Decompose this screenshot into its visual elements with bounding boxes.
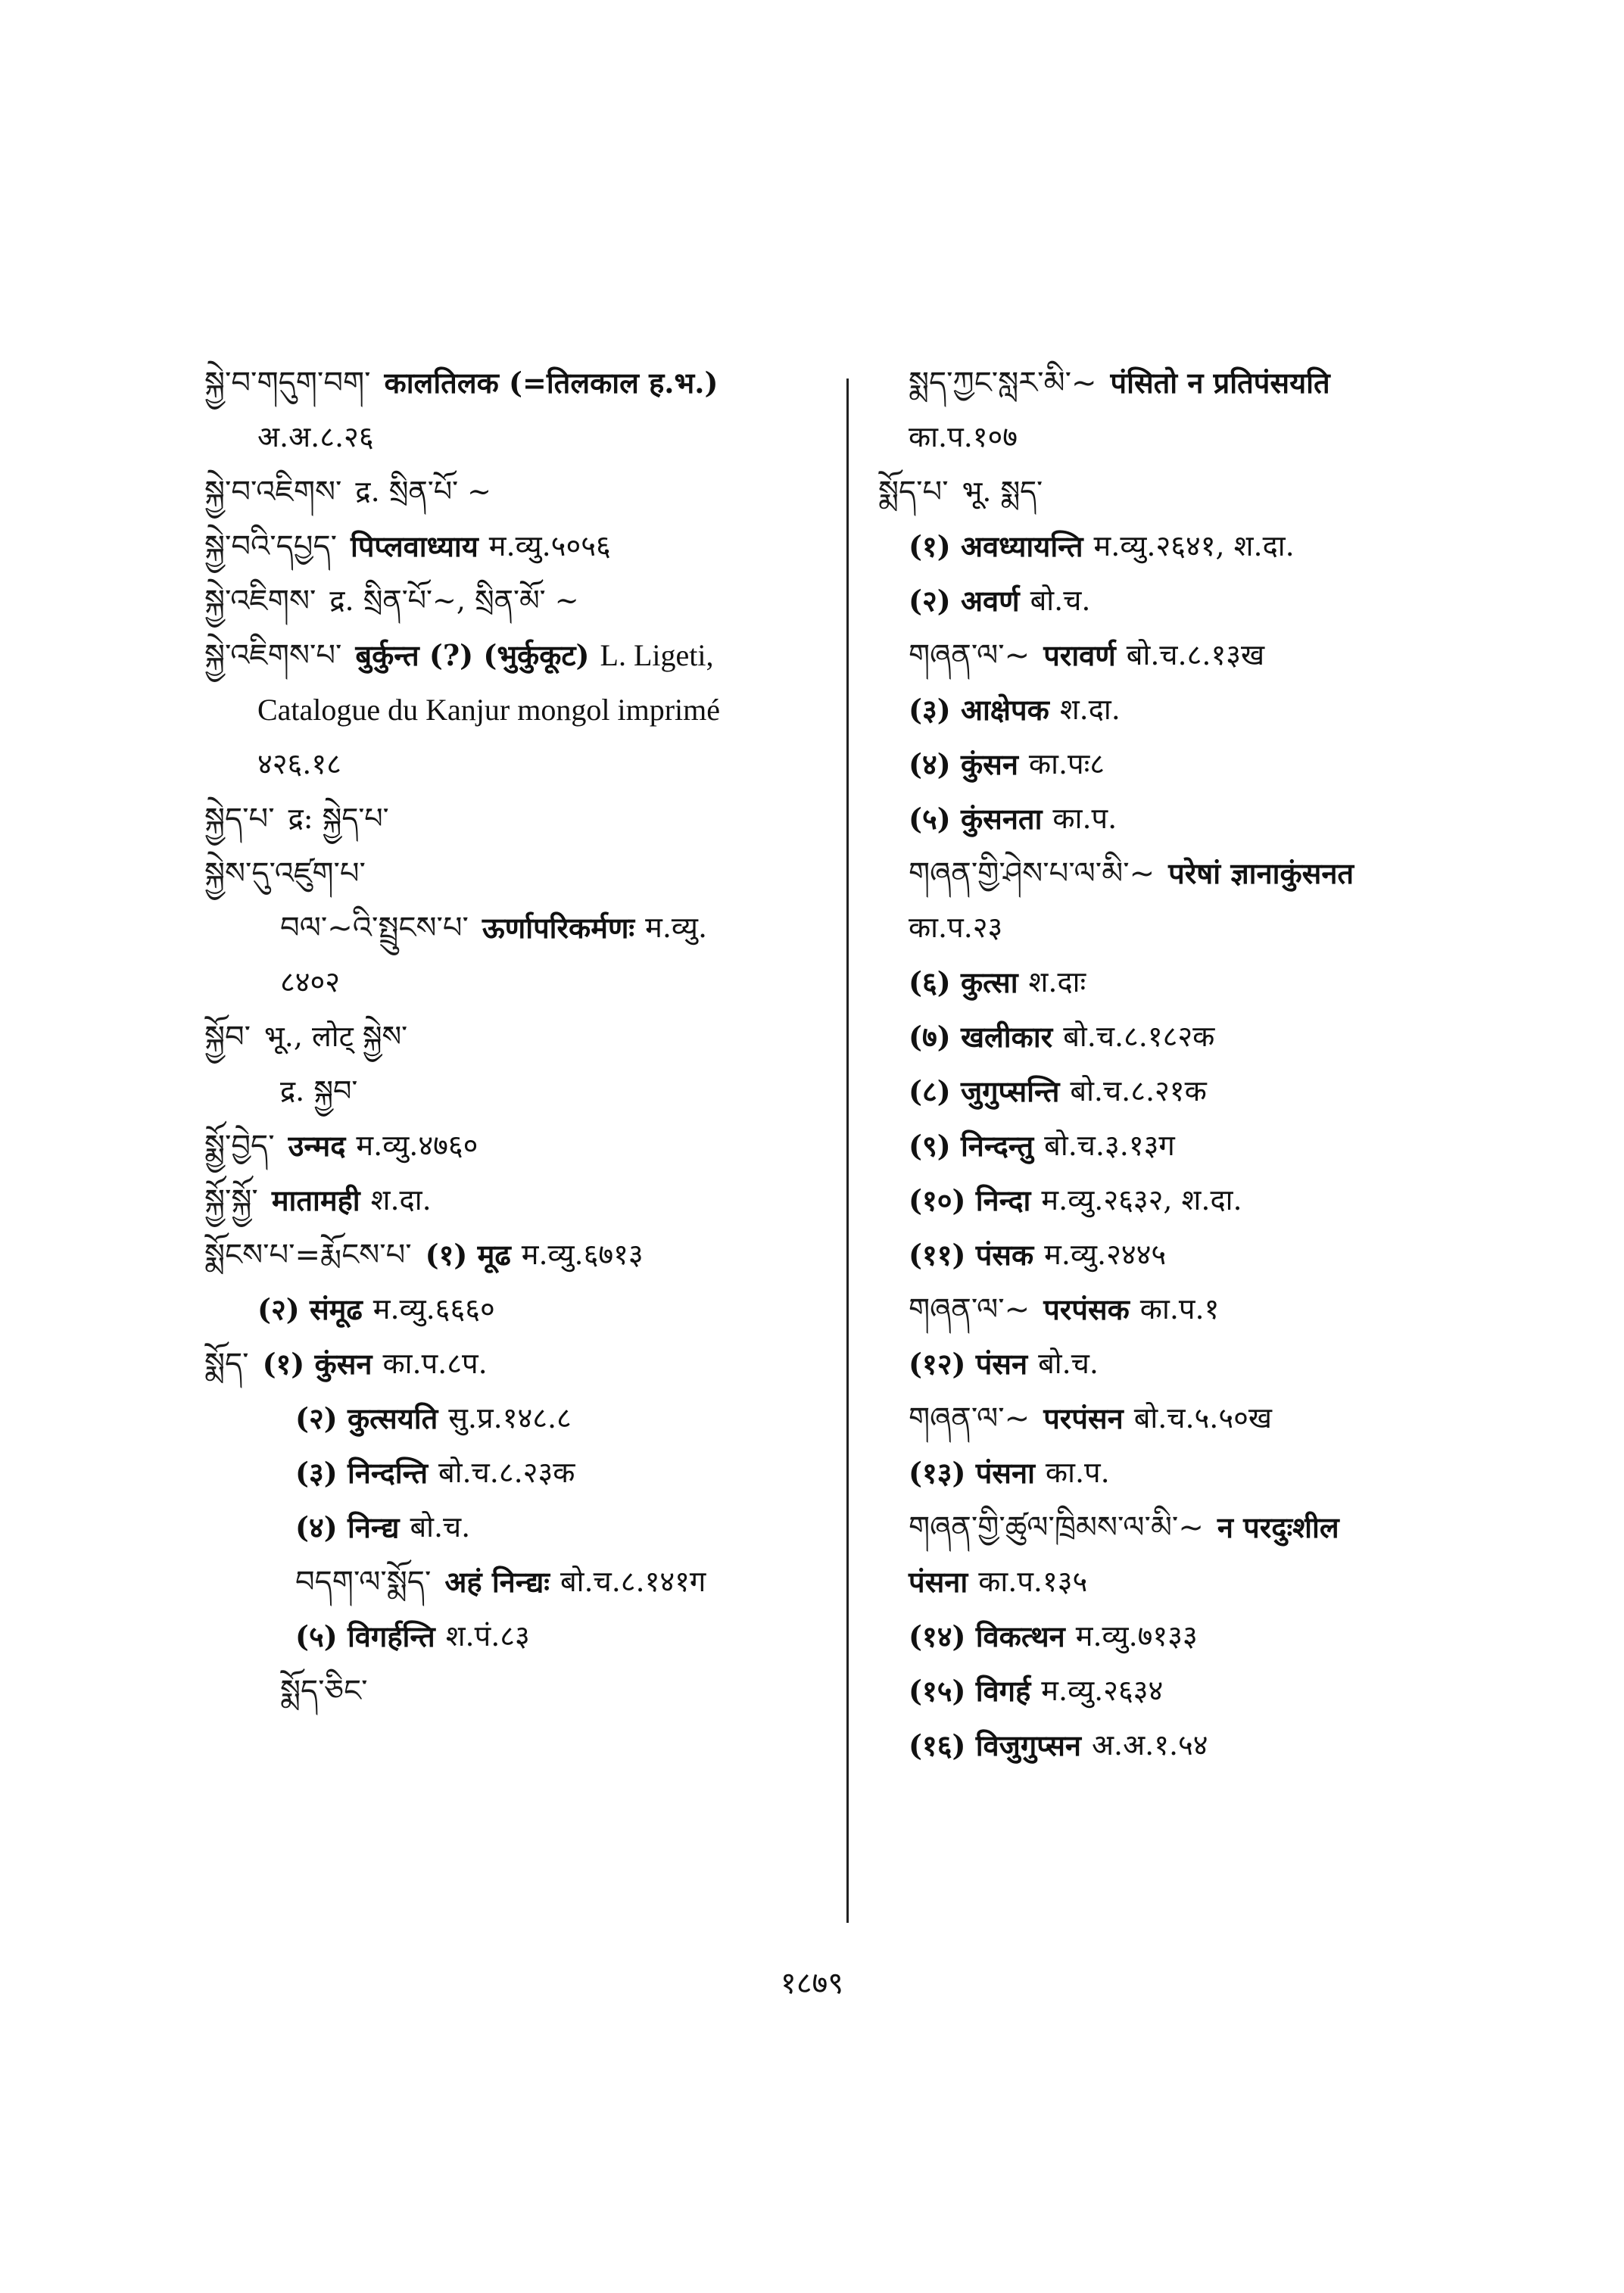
entry-line xyxy=(878,1391,1522,1446)
tibetan-headword: སྨོད་ཅིང་ xyxy=(280,1674,368,1709)
entry-line xyxy=(204,683,833,737)
source-reference: का.प.१३५ xyxy=(978,1565,1088,1599)
tibetan-headword: སྨོངས་པ་=རྨོངས་པ་ xyxy=(204,1238,412,1273)
source-reference: L. Ligeti, xyxy=(600,638,714,672)
source-reference: का.प. xyxy=(1052,802,1117,836)
entry-line xyxy=(204,1010,833,1064)
source-reference: ४२६.१८ xyxy=(257,747,341,781)
sanskrit-equivalent: (५) विगर्हन्ति xyxy=(295,1619,435,1654)
tibetan-headword: བདག་ལ་སྨོད་ xyxy=(295,1565,432,1600)
entry-line xyxy=(204,1664,833,1718)
entry-line xyxy=(204,574,833,628)
entry-line xyxy=(878,792,1522,846)
entry-line xyxy=(878,1064,1522,1119)
sanskrit-equivalent: बुर्कुन्त (?) (भुर्कुकूट) xyxy=(355,638,590,673)
entry-line xyxy=(878,1337,1522,1391)
entry-line xyxy=(204,465,833,519)
tibetan-headword: སྨོད་པ་ xyxy=(878,475,949,509)
sanskrit-equivalent: परपंसक xyxy=(1043,1292,1130,1327)
entry-line xyxy=(878,683,1522,737)
source-reference: का.पः८ xyxy=(1028,747,1105,781)
tibetan-headword: སྐྱེ་བ་འཇིགས་ xyxy=(204,475,342,509)
source-reference: बो.च.३.१३ग xyxy=(1044,1129,1175,1163)
source-reference: बो.च.८.१४१ग xyxy=(560,1565,706,1599)
sanskrit-equivalent: (१६) विजुगुप्सन xyxy=(909,1728,1081,1763)
sanskrit-equivalent: (१०) निन्दा xyxy=(909,1183,1031,1218)
entry-line xyxy=(878,1228,1522,1282)
source-reference: म.व्यु.६६६० xyxy=(372,1292,495,1326)
source-reference: अ.अ.८.२६ xyxy=(257,420,374,454)
entry-line xyxy=(878,901,1522,955)
sanskrit-equivalent: (१) अवध्यायन्ति xyxy=(909,529,1083,564)
source-reference: म.व्यु.५०५६ xyxy=(488,529,611,563)
sanskrit-equivalent: (९) निन्दन्तु xyxy=(909,1129,1034,1164)
source-reference: भू. སྨད་ xyxy=(962,475,1043,509)
sanskrit-equivalent: मातामही xyxy=(271,1183,360,1218)
sanskrit-equivalent: (६) कुत्सा xyxy=(909,965,1018,1000)
sanskrit-equivalent: (४) कुंसन xyxy=(909,747,1018,782)
entry-line xyxy=(878,410,1522,465)
sanskrit-equivalent: (२) अवर्ण xyxy=(909,584,1020,618)
tibetan-headword: བལ་~འི་སྤྲུངས་པ་ xyxy=(280,911,469,946)
source-reference: बो.च. xyxy=(1030,584,1091,618)
entry-line xyxy=(204,1119,833,1173)
page-number: १८७९ xyxy=(780,1966,844,2001)
entry-line xyxy=(878,1718,1522,1773)
source-reference: का.प.१ xyxy=(1139,1292,1220,1326)
tibetan-headword: སྨད་ཀྱང་སླར་མི་~ xyxy=(909,366,1097,400)
sanskrit-equivalent: अहं निन्द्यः xyxy=(444,1565,550,1600)
source-reference: म.व्यु.२६३२, श.दा. xyxy=(1041,1183,1242,1217)
source-reference: बो.च.८.२१क xyxy=(1070,1074,1207,1108)
source-reference: म.व्यु. xyxy=(645,911,708,945)
sanskrit-equivalent: (७) खलीकार xyxy=(909,1020,1053,1055)
source-reference: का.प. xyxy=(1045,1456,1110,1490)
tibetan-headword: གཞན་ལ་~ xyxy=(909,1401,1030,1436)
source-reference: का.प.१०७ xyxy=(909,420,1018,454)
source-reference: म.व्यु.२६३४ xyxy=(1041,1674,1164,1708)
source-reference: का.प.८प. xyxy=(382,1347,488,1381)
tibetan-headword: སྐྱེས་དུ་འཛུག་པ་ xyxy=(204,856,366,891)
entry-line xyxy=(878,465,1522,519)
sanskrit-equivalent: न परदुःशील xyxy=(1217,1510,1339,1545)
source-reference: बो.च.८.१८२क xyxy=(1063,1020,1215,1054)
tibetan-headword: གཞན་ལ་~ xyxy=(909,638,1030,673)
entry-line xyxy=(204,1282,833,1337)
sanskrit-equivalent: (५) कुंसनता xyxy=(909,802,1043,837)
entry-line xyxy=(204,1391,833,1446)
entry-line xyxy=(878,1609,1522,1664)
entry-line xyxy=(878,574,1522,628)
right-column xyxy=(878,356,1522,1773)
sanskrit-equivalent: परावर्ण xyxy=(1043,638,1116,673)
sanskrit-equivalent: (१२) पंसन xyxy=(909,1347,1028,1382)
entry-line xyxy=(204,737,833,792)
source-reference: बो.च.८.१३ख xyxy=(1126,638,1265,672)
entry-line xyxy=(878,1173,1522,1228)
sanskrit-equivalent: (२) कुत्सयति xyxy=(295,1401,438,1436)
entry-line xyxy=(204,1228,833,1282)
entry-line xyxy=(204,410,833,465)
entry-line xyxy=(204,1446,833,1500)
source-reference: श.दा. xyxy=(1059,693,1121,727)
entry-line xyxy=(204,1173,833,1228)
source-reference: द्र. སྲིན་པོ་ ~ xyxy=(355,475,491,509)
tibetan-headword: སྐྱོ་སྐྱོ་ xyxy=(204,1183,258,1218)
sanskrit-equivalent: (३) निन्दन्ति xyxy=(295,1456,429,1491)
tibetan-headword: སྐྱེ་འཇིགས་ xyxy=(204,584,316,618)
source-reference: बो.च.५.५०ख xyxy=(1133,1401,1272,1435)
source-reference: म.व्यु.७१३३ xyxy=(1075,1619,1198,1653)
entry-line xyxy=(878,356,1522,410)
tibetan-headword: སྐྱེ་བའི་དཔྱད་ xyxy=(204,529,337,564)
sanskrit-equivalent: उन्मद xyxy=(288,1129,346,1164)
entry-line xyxy=(204,1555,833,1609)
entry-line xyxy=(878,519,1522,574)
source-reference: सु.प्र.१४८.८ xyxy=(448,1401,572,1435)
sanskrit-equivalent: पंसना xyxy=(909,1565,968,1600)
tibetan-headword: གཞན་ལ་~ xyxy=(909,1292,1030,1327)
source-reference: बो.च. xyxy=(1038,1347,1099,1381)
entry-line xyxy=(878,1446,1522,1500)
entry-line xyxy=(204,1064,833,1119)
entry-line xyxy=(878,955,1522,1010)
sanskrit-equivalent: (१) कुंसन xyxy=(262,1347,372,1382)
source-reference: म.व्यु.२४४५ xyxy=(1044,1238,1167,1272)
entry-line xyxy=(204,792,833,846)
entry-line xyxy=(878,1664,1522,1718)
entry-line xyxy=(204,356,833,410)
entry-line xyxy=(878,737,1522,792)
entry-line xyxy=(204,901,833,955)
sanskrit-equivalent: परेषां ज्ञानाकुंसनत xyxy=(1168,856,1354,891)
source-reference: अ.अ.१.५४ xyxy=(1091,1728,1208,1762)
left-column xyxy=(204,356,833,1718)
source-reference: श.पं.८३ xyxy=(445,1619,530,1653)
source-reference: द्र. སྐྱབ་ xyxy=(280,1074,358,1108)
column-divider xyxy=(846,379,849,1923)
sanskrit-equivalent: (११) पंसक xyxy=(909,1238,1034,1273)
entry-line xyxy=(878,1500,1522,1555)
source-reference: Catalogue du Kanjur mongol imprimé xyxy=(257,693,720,727)
tibetan-headword: སྨྱོ་བྱེད་ xyxy=(204,1129,275,1164)
tibetan-headword: སྐྱེ་འཇིགས་པ་ xyxy=(204,638,342,673)
source-reference: म.व्यु.२६४१, श.दा. xyxy=(1093,529,1295,563)
sanskrit-equivalent: (४) निन्द्य xyxy=(295,1510,400,1545)
source-reference: श.दा. xyxy=(370,1183,432,1217)
tibetan-headword: སྐྱོབ་ xyxy=(204,1020,251,1055)
entry-line xyxy=(204,1609,833,1664)
sanskrit-equivalent: (२) संमूढ xyxy=(257,1292,363,1327)
entry-line xyxy=(204,1500,833,1555)
tibetan-headword: སྐྱེ་བ་གདུག་བག་ xyxy=(204,366,371,400)
entry-line xyxy=(204,955,833,1010)
source-reference: भू., लोट् སྐྱེས་ xyxy=(264,1020,408,1054)
entry-line xyxy=(204,1337,833,1391)
source-reference: श.दाः xyxy=(1028,965,1086,999)
tibetan-headword: གཞན་གྱི་ཚུལ་ཁྲིམས་ལ་མི་~ xyxy=(909,1510,1204,1545)
entry-line xyxy=(878,628,1522,683)
tibetan-headword: སྨོད་ xyxy=(204,1347,249,1382)
source-reference: ८४०२ xyxy=(280,965,341,999)
sanskrit-equivalent: ऊर्णापरिकर्मणः xyxy=(482,911,635,946)
source-reference: द्र. སྲིན་པོ་~, སྲིན་མོ་ ~ xyxy=(329,584,579,618)
sanskrit-equivalent: (१५) विगर्ह xyxy=(909,1674,1031,1709)
tibetan-headword: གཞན་གྱི་ཤེས་པ་ལ་མི་~ xyxy=(909,856,1155,891)
sanskrit-equivalent: (८) जुगुप्सन्ति xyxy=(909,1074,1060,1109)
entry-line xyxy=(878,846,1522,901)
source-reference: का.प.२३ xyxy=(909,911,1003,945)
sanskrit-equivalent: कालतिलक (=तिलकाल ह.भ.) xyxy=(384,366,718,400)
source-reference: बो.च.८.२३क xyxy=(438,1456,575,1490)
entry-line xyxy=(878,1119,1522,1173)
sanskrit-equivalent: पिप्लवाध्याय xyxy=(351,529,478,564)
sanskrit-equivalent: (१) मूढ xyxy=(425,1238,511,1273)
source-reference: म.व्यु.६७१३ xyxy=(521,1238,644,1272)
entry-line xyxy=(878,1282,1522,1337)
source-reference: बो.च. xyxy=(410,1510,471,1544)
sanskrit-equivalent: (१३) पंसना xyxy=(909,1456,1035,1491)
entry-line xyxy=(878,1555,1522,1609)
entry-line xyxy=(204,519,833,574)
sanskrit-equivalent: परपंसन xyxy=(1043,1401,1124,1436)
sanskrit-equivalent: (३) आक्षेपक xyxy=(909,693,1049,727)
source-reference: म.व्यु.४७६० xyxy=(356,1129,478,1163)
sanskrit-equivalent: (१४) विकत्थन xyxy=(909,1619,1065,1654)
entry-line xyxy=(204,846,833,901)
source-reference: द्र: སྐྱེད་པ་ xyxy=(288,802,389,836)
sanskrit-equivalent: पंसितो न प्रतिपंसयति xyxy=(1110,366,1330,400)
entry-line xyxy=(204,628,833,683)
tibetan-headword: སྐྱེད་པ་ xyxy=(204,802,275,837)
entry-line xyxy=(878,1010,1522,1064)
